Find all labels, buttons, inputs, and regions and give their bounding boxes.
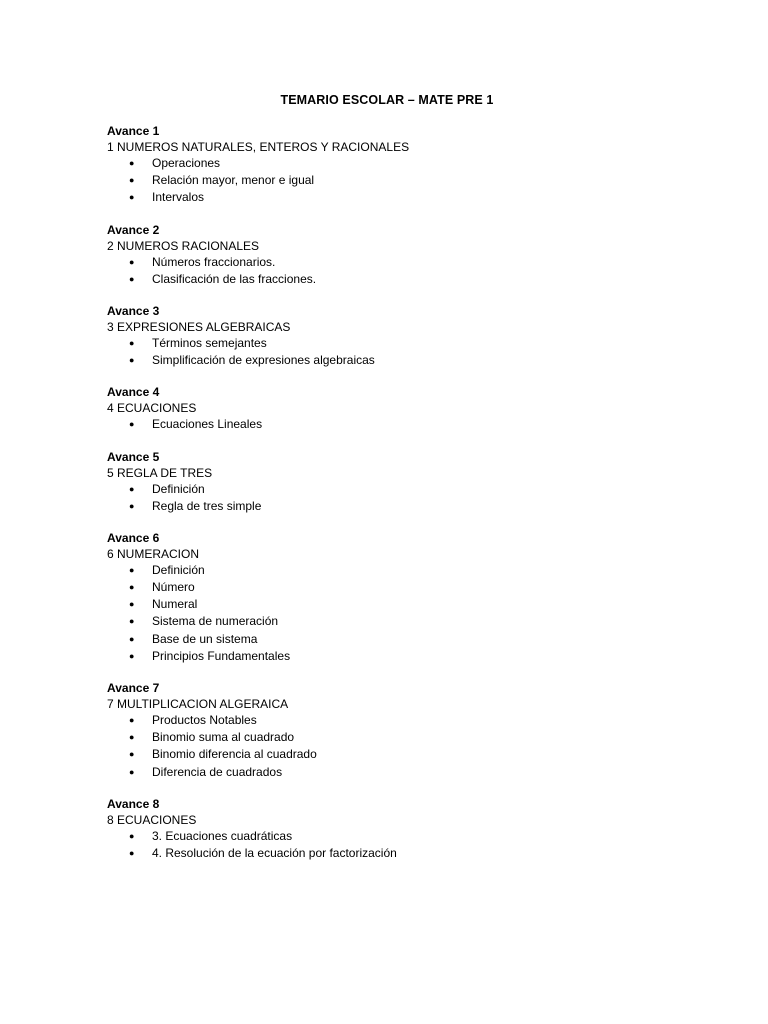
section-avance-2 (107, 222, 667, 288)
bullet-icon: ● (129, 715, 135, 725)
topic-title: 2 NUMEROS RACIONALES (107, 238, 260, 253)
list-item (107, 746, 667, 763)
list-item-text: Binomio suma al cuadrado (152, 730, 295, 745)
bullet-icon: ● (129, 273, 135, 284)
avance-heading: Avance 1 (107, 124, 160, 138)
bullet-icon: ● (129, 192, 135, 203)
bullet-icon: ● (129, 633, 135, 644)
list-item (107, 155, 667, 172)
section-avance-3 (107, 303, 667, 369)
bullet-icon: ● (129, 483, 135, 494)
topic-list (107, 828, 667, 862)
topic-title: 6 NUMERACION (107, 546, 200, 561)
list-item (107, 352, 667, 369)
bullet-icon: ● (129, 355, 135, 366)
section-avance-6 (107, 530, 667, 665)
list-item-text: Relación mayor, menor e igual (152, 173, 315, 188)
avance-heading: Avance 5 (107, 449, 160, 464)
list-item (107, 828, 667, 845)
list-item-text: 4. Resolución de la ecuación por factorización (152, 845, 397, 860)
list-item (107, 481, 667, 498)
avance-heading: Avance 8 (107, 796, 160, 811)
list-item (107, 498, 667, 515)
bullet-icon: ● (129, 766, 135, 777)
bullet-icon: ● (129, 599, 135, 610)
list-item (107, 254, 667, 271)
list-item (107, 416, 667, 433)
topic-title: 7 MULTIPLICACION ALGERAICA (107, 697, 289, 711)
bullet-icon: ● (129, 847, 135, 858)
topic-list (107, 481, 667, 515)
list-item (107, 596, 667, 613)
list-item-text: Clasificación de las fracciones. (152, 271, 317, 286)
list-item-text: Simplificación de expresiones algebraicas (152, 353, 375, 368)
list-item-text: Definición (152, 562, 205, 577)
section-avance-1 (107, 123, 667, 207)
bullet-icon: ● (129, 158, 135, 168)
list-item-text: Productos Notables (152, 713, 257, 727)
list-item-text: Numeral (152, 597, 198, 612)
list-item-text: Operaciones (152, 156, 221, 170)
avance-heading: Avance 7 (107, 681, 160, 695)
bullet-icon: ● (129, 256, 135, 267)
list-item-text: Sistema de numeración (152, 614, 279, 629)
list-item-text: Base de un sistema (152, 631, 258, 646)
bullet-icon: ● (129, 732, 135, 743)
topic-list (107, 416, 667, 433)
document-title: TEMARIO ESCOLAR – MATE PRE 1 (280, 93, 494, 107)
list-item-text: Términos semejantes (152, 335, 267, 350)
avance-heading: Avance 3 (107, 303, 160, 318)
list-item-text: Regla de tres simple (152, 498, 262, 513)
list-item (107, 764, 667, 781)
list-item (107, 189, 667, 206)
bullet-icon: ● (129, 582, 135, 593)
list-item (107, 613, 667, 630)
list-item (107, 172, 667, 189)
bullet-icon: ● (129, 564, 135, 575)
avance-heading: Avance 2 (107, 222, 160, 237)
list-item-text: Número (152, 580, 195, 595)
bullet-icon: ● (129, 650, 135, 661)
bullet-icon: ● (129, 749, 135, 760)
section-avance-5 (107, 449, 667, 515)
bullet-icon: ● (129, 337, 135, 348)
list-item (107, 579, 667, 596)
list-item (107, 845, 667, 862)
bullet-icon: ● (129, 500, 135, 511)
section-avance-8 (107, 796, 667, 862)
list-item-text: Ecuaciones Lineales (152, 417, 263, 432)
list-item-text: 3. Ecuaciones cuadráticas (152, 828, 293, 843)
list-item (107, 712, 667, 729)
list-item (107, 271, 667, 288)
list-item-text: Intervalos (152, 190, 205, 205)
list-item-text: Definición (152, 481, 205, 496)
topic-title: 4 ECUACIONES (107, 401, 197, 416)
topic-title: 5 REGLA DE TRES (107, 465, 213, 480)
section-avance-7 (107, 680, 667, 781)
topic-title: 8 ECUACIONES (107, 812, 197, 827)
list-item-text: Principios Fundamentales (152, 648, 291, 663)
bullet-icon: ● (129, 175, 135, 186)
section-avance-4 (107, 384, 667, 433)
list-item-text: Diferencia de cuadrados (152, 764, 283, 779)
bullet-icon: ● (129, 419, 135, 430)
topic-list (107, 712, 667, 781)
topic-list (107, 254, 667, 288)
bullet-icon: ● (129, 830, 135, 841)
document-page (107, 92, 667, 877)
avance-heading: Avance 6 (107, 530, 160, 545)
topic-list (107, 155, 667, 207)
topic-list (107, 335, 667, 369)
list-item-text: Números fraccionarios. (152, 254, 276, 269)
topic-title: 1 NUMEROS NATURALES, ENTEROS Y RACIONALES (107, 140, 410, 154)
avance-heading: Avance 4 (107, 385, 160, 400)
list-item (107, 562, 667, 579)
topic-list (107, 562, 667, 665)
list-item (107, 729, 667, 746)
list-item (107, 631, 667, 648)
list-item (107, 648, 667, 665)
bullet-icon: ● (129, 616, 135, 627)
list-item-text: Binomio diferencia al cuadrado (152, 747, 317, 762)
list-item (107, 335, 667, 352)
topic-title: 3 EXPRESIONES ALGEBRAICAS (107, 319, 291, 334)
